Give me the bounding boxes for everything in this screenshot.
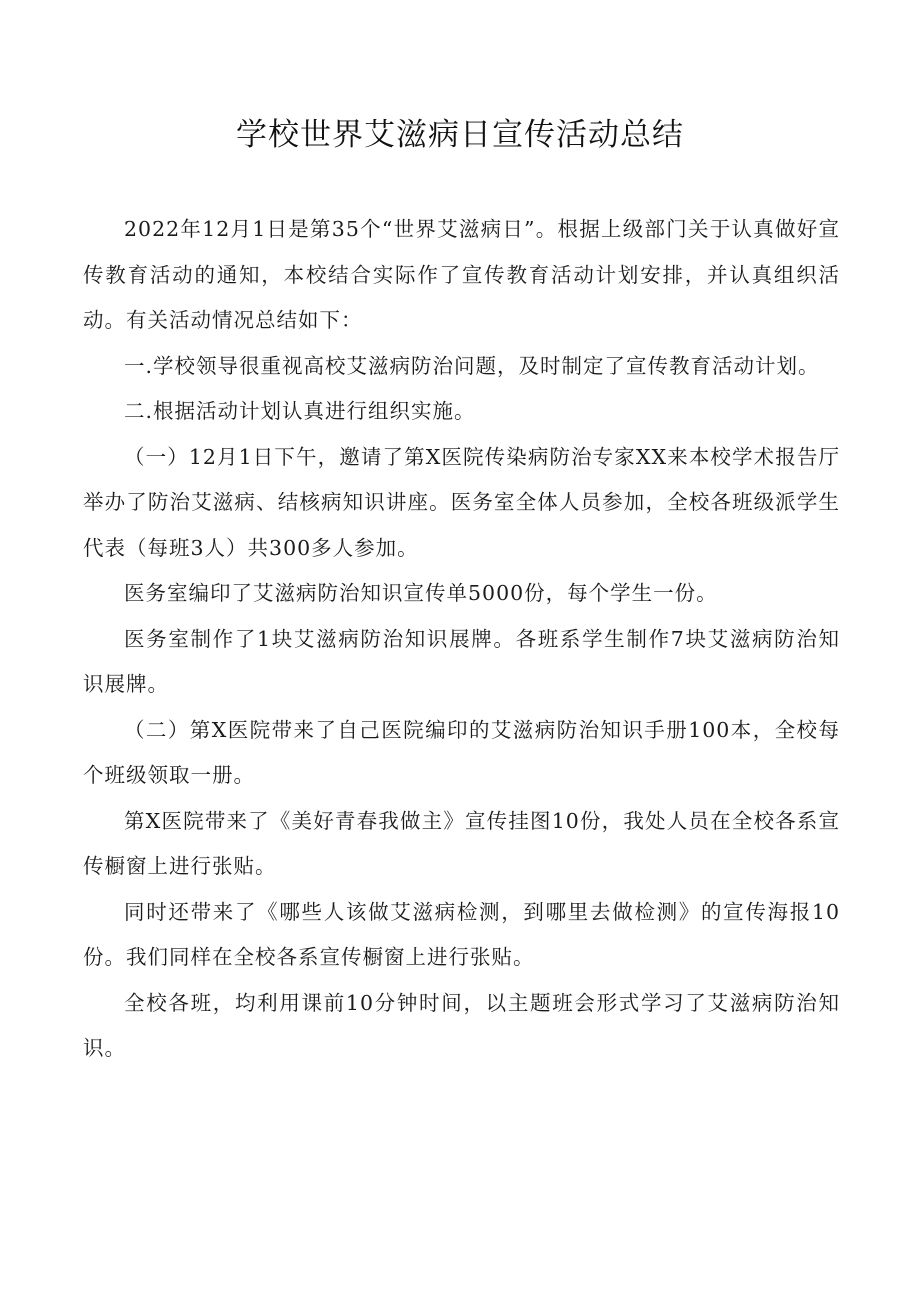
paragraph-section-two: 二.根据活动计划认真进行组织实施。	[124, 399, 476, 423]
paragraph-posters: 同时还带来了《哪些人该做艾滋病检测，到哪里去做检测》的宣传海报10份。我们同样在全校各系宣传橱窗上进行张贴。	[83, 899, 840, 969]
document-body	[83, 207, 840, 1072]
paragraph-leaflets: 医务室编印了艾滋病防治知识宣传单5000份，每个学生一份。	[124, 581, 718, 605]
paragraph-intro: 2022年12月1日是第35个“世界艾滋病日”。根据上级部门关于认真做好宣传教育活动的通知，本校结合实际作了宣传教育活动计划安排，并认真组织活动。有关活动情况总结如下：	[83, 217, 840, 332]
paragraph-class-meetings: 全校各班，均利用课前10分钟时间，以主题班会形式学习了艾滋病防治知识。	[83, 990, 840, 1060]
paragraph-section-one: 一.学校领导很重视高校艾滋病防治问题，及时制定了宣传教育活动计划。	[124, 353, 820, 378]
paragraph-display-boards: 医务室制作了1块艾滋病防治知识展牌。各班系学生制作7块艾滋病防治知识展牌。	[83, 626, 840, 696]
paragraph-handbooks: （二）第X医院带来了自己医院编印的艾滋病防治知识手册100本，全校每个班级领取一册。	[83, 717, 840, 787]
paragraph-lecture: （一）12月1日下午，邀请了第X医院传染病防治专家XX来本校学术报告厅举办了防治艾滋病、结核病知识讲座。医务室全体人员参加，全校各班级派学生代表（每班3人）共300多人参加。	[83, 444, 840, 560]
document-title: 学校世界艾滋病日宣传活动总结	[236, 117, 684, 153]
paragraph-wall-charts: 第X医院带来了《美好青春我做主》宣传挂图10份，我处人员在全校各系宣传橱窗上进行张贴。	[83, 808, 840, 878]
